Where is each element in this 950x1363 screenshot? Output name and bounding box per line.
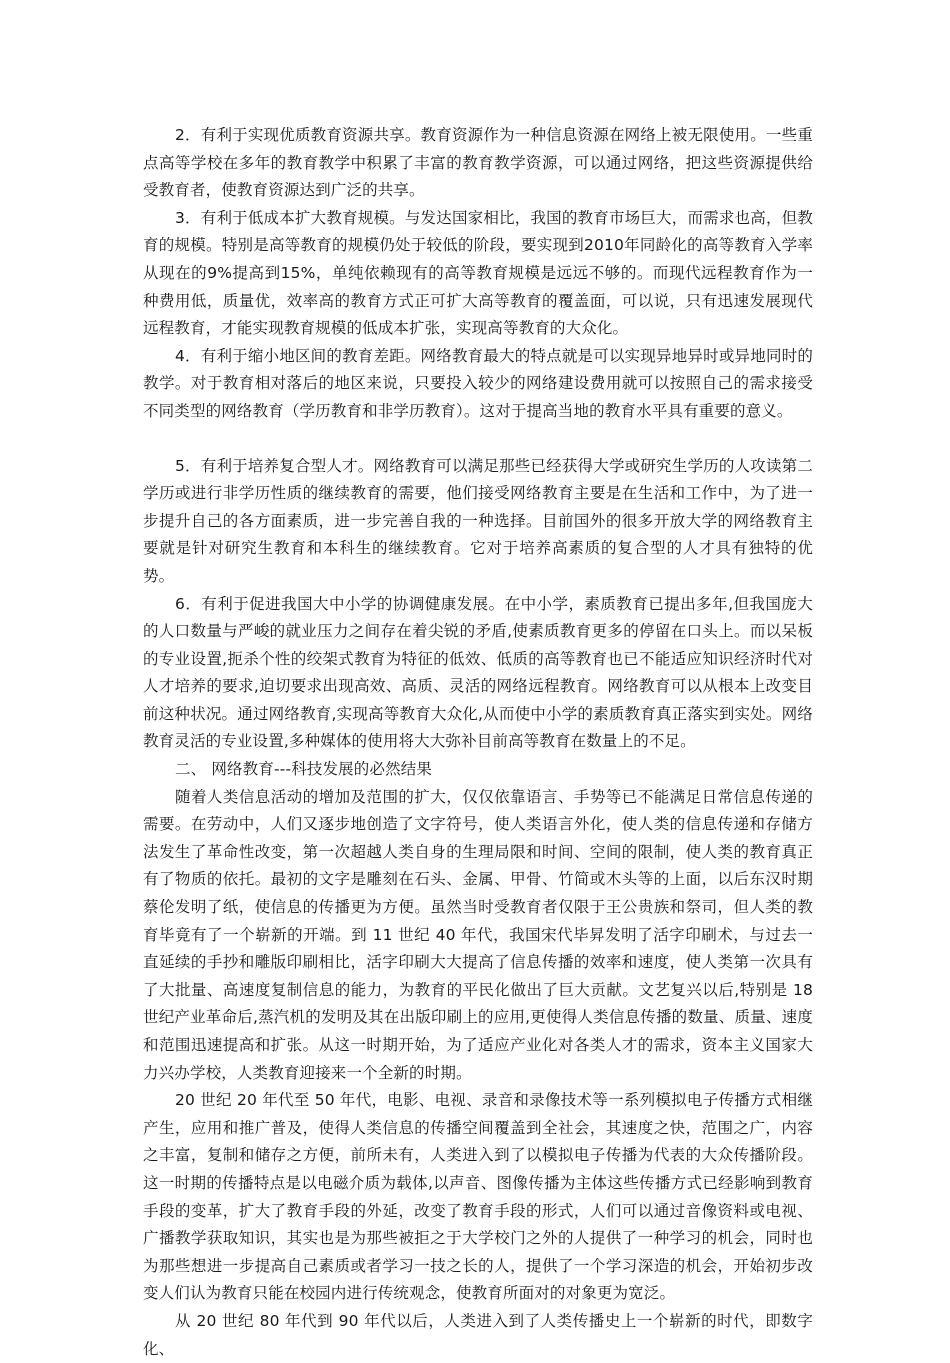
paragraph-regional-gap: 4．有利于缩小地区间的教育差距。网络教育最大的特点就是可以实现异地异时或异地同时的教学。对于教育相对落后的地区来说，只要投入较少的网络建设费用就可以按照自己的需求接受不同类型的网络教育（学历教育和非学历教育）。这对于提高当地的教育水平具有重要的意义。 (143, 346, 813, 420)
section-heading: 二、 网络教育---科技发展的必然结果 (175, 760, 433, 779)
paragraph-scale-expansion: 3．有利于低成本扩大教育规模。与发达国家相比，我国的教育市场巨大，而需求也高，但教育的规模。特别是高等教育的规模仍处于较低的阶段，要实现到2010年同龄化的高等教育入学率从现在的9%提高到15%，单纯依赖现有的高等教育规模是远远不够的。而现代远程教育作为一种费用低，质量优，效率高的教育方式正可扩大高等教育的覆盖面，可以说，只有迅速发展现代远程教育，才能实现教育规模的低成本扩张，实现高等教育的大众化。 (143, 208, 813, 338)
paragraph-digital-era: 从 20 世纪 80 年代到 90 年代以后，人类进入到了人类传播史上一个崭新的时代，即数字化、 (143, 1311, 813, 1358)
paragraph-resource-sharing: 2．有利于实现优质教育资源共享。教育资源作为一种信息资源在网络上被无限使用。一些重点高等学校在多年的教育教学中积累了丰富的教育教学资源，可以通过网络，把这些资源提供给受教育者，使教育资源达到广泛的共享。 (143, 126, 813, 200)
paragraph-history-writing-printing: 随着人类信息活动的增加及范围的扩大，仅仅依靠语言、手势等已不能满足日常信息传递的需要。在劳动中，人们又逐步地创造了文字符号，使人类语言外化，使人类的信息传递和存储方法发生了革命性改变，第一次超越人类自身的生理局限和时间、空间的限制，使人类的教育真正有了物质的依托。最初的文字是雕刻在石头、金属、甲骨、竹简或木头等的上面，以后东汉时期蔡伦发明了纸，使信息的传播更为方便。虽然当时受教育者仅限于王公贵族和祭司，但人类的教育毕竟有了一个崭新的开端。到 11 世纪 40 年代，我国宋代毕昇发明了活字印刷术，与过去一直延续的手抄和雕版印刷相比，活字印刷大大提高了信息传播的效率和速度，使人类第一次具有了大批量、高速度复制信息的能力，为教育的平民化做出了巨大贡献。文艺复兴以后,特别是 18 世纪产业革命后,蒸汽机的发明及其在出版印刷上的应用,更使得人类信息传播的数量、质量、速度和范围迅速提高和扩张。从这一时期开始，为了适应产业化对各类人才的需求，资本主义国家大力兴办学校，人类教育迎接来一个全新的时期。 (143, 787, 813, 1082)
paragraph-analog-broadcast: 20 世纪 20 年代至 50 年代，电影、电视、录音和录像技术等一系列模拟电子传播方式相继产生，应用和推广普及，使得人类信息的传播空间覆盖到全社会，其速度之快，范围之广，内容之丰富，复制和储存之方便，前所未有，人类进入到了以模拟电子传播为代表的大众传播阶段。这一时期的传播特点是以电磁介质为载体,以声音、图像传播为主体这些传播方式已经影响到教育手段的变革，扩大了教育手段的外延，改变了教育手段的形式，人们可以通过音像资料或电视、广播教学获取知识，其实也是为那些被拒之于大学校门之外的人提供了一种学习的机会，同时也为那些想进一步提高自己素质或者学习一技之长的人，提供了一个学习深造的机会，开始初步改变人们认为教育只能在校园内进行传统观念，使教育所面对的对象更为宽泛。 (143, 1091, 813, 1303)
paragraph-coordinated-development: 6．有利于促进我国大中小学的协调健康发展。在中小学，素质教育已提出多年,但我国庞大的人口数量与严峻的就业压力之间存在着尖锐的矛盾,使素质教育更多的停留在口头上。而以呆板的专业设置,扼杀个性的绞架式教育为特征的低效、低质的高等教育也已不能适应知识经济时代对人才培养的要求,迫切要求出现高效、高质、灵活的网络远程教育。网络教育可以从根本上改变目前这种状况。通过网络教育,实现高等教育大众化,从而使中小学的素质教育真正落实到实处。网络教育灵活的专业设置,多种媒体的使用将大大弥补目前高等教育在数量上的不足。 (143, 594, 813, 751)
document-body (143, 122, 813, 1363)
paragraph-compound-talent: 5．有利于培养复合型人才。网络教育可以满足那些已经获得大学或研究生学历的人攻读第二学历或进行非学历性质的继续教育的需要，他们接受网络教育主要是在生活和工作中，为了进一步提升自己的各方面素质，进一步完善自我的一种选择。目前国外的很多开放大学的网络教育主要就是针对研究生教育和本科生的继续教育。它对于培养高素质的复合型的人才具有独特的优势。 (143, 456, 813, 585)
